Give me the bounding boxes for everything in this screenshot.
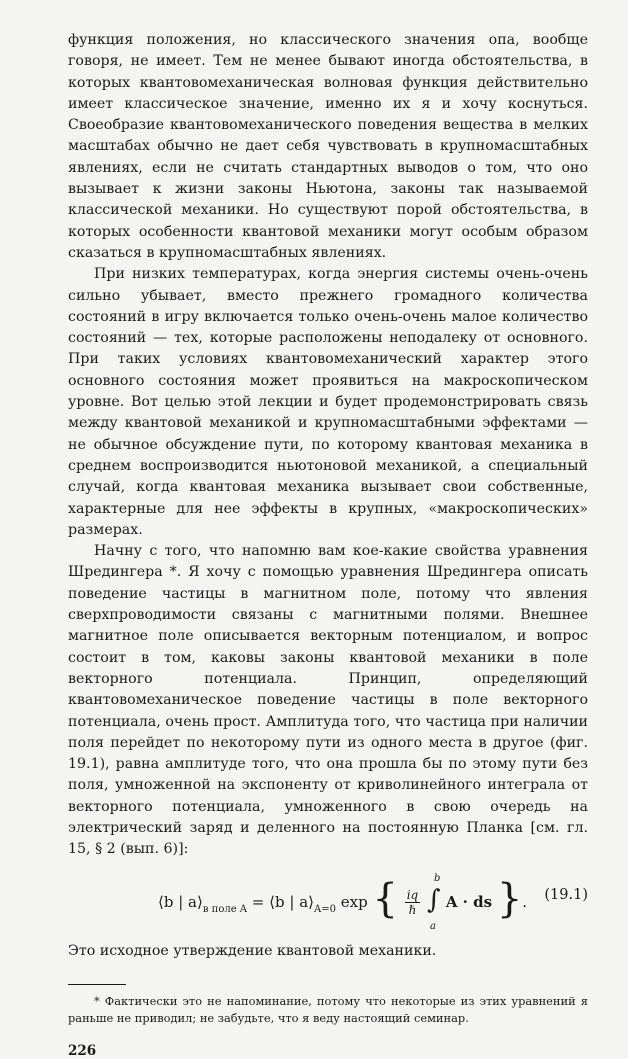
paragraph-3: Начну с того, что напомню вам кое-какие свойства уравнения Шредингера *. Я хочу с помощью уравнения Шредингера описать поведение частицы в магнитном поле, потому что явления сверхпроводимости связаны с магнитными полями. Внешнее магнитное поле описывается векторным потенциалом, и вопрос состоит в том, каковы законы квантовой механики в поле векторного потенциала. Принцип, определяющий квантовомеханическое поведение частицы в поле векторного потенциала, очень прост. Амплитуда того, что частица при наличии поля перейдет по некоторому пути из одного места в другое (фиг. 19.1), равна амплитуде того, что она прошла бы по этому пути без поля, умноженной на экспоненту от криволинейного интеграла от векторного потенциала, умноженного в свою очередь на электрический заряд и деленного на постоянную Планка [см. гл. 15, § 2 (вып. 6)]: <box>68 543 588 858</box>
paragraph-1: функция положения, но классического значения опа, вообще говоря, не имеет. Тем не менее бывают иногда обстоятельства, в которых квантовомеханическая волновая функция действительно имеет классическое значение, именно их я и хочу коснуться. Своеобразие квантовомеханического поведения вещества в мелких масштабах обычно не дает себя чувствовать в крупномасштабных явлениях, если не считать стандартных выводов о том, что оно вызывает к жизни законы Ньютона, законы так называемой классической механики. Но существуют порой обстоятельства, в которых особенности квантовой механики могут особым образом сказаться в крупномасштабных явлениях. <box>68 32 588 261</box>
footnote-rule <box>68 984 126 985</box>
eq-frac-num: iq <box>406 888 419 903</box>
eq-frac-den: ℏ <box>408 903 417 918</box>
left-brace: { <box>372 875 398 922</box>
paragraph-2: При низких температурах, когда энергия системы очень-очень сильно убывает, вместо прежнего громадного количества состояний в игру включается только очень-очень малое количество состояний — тех, которые расположены неподалеку от основного. При таких условиях квантовомеханический характер этого основного состояния может проявиться на макроскопическом уровне. Вот целью этой лекции и будет продемонстрировать связь между квантовой механикой и крупномасштабными эффектами — не обычное обсуждение пути, по которому квантовая механика в среднем воспроизводится ньютоновой механикой, а специальный случай, когда квантовая механика вызывает свои собственные, характерные для нее эффекты в крупных, «макроскопических» размерах. <box>68 266 588 538</box>
eq-fraction <box>405 888 421 917</box>
equation-19-1 <box>68 865 588 941</box>
page-number: 226 <box>68 1042 97 1059</box>
eq-exp: exp <box>340 892 368 911</box>
integral-sign <box>427 872 441 932</box>
eq-lhs: ⟨b | a⟩ <box>158 892 203 911</box>
equation-body: ⟨b | $a⟩_{в поле A}$ = ⟨b | $a⟩_{A=0}$ exp { $\frac{iq}{\text{ℏ}}$ b ∫ a A · ds }. <box>158 872 528 932</box>
eq-upper-limit: b <box>434 872 441 884</box>
equation-number: (19.1) <box>544 886 588 903</box>
eq-lower-limit: a <box>430 920 436 932</box>
right-brace: } <box>496 875 523 922</box>
eq-integrand: A · ds <box>445 892 493 911</box>
closing-sentence: Это исходное утверждение квантовой механики. <box>68 942 437 959</box>
eq-lhs-sub: в поле A <box>202 903 248 915</box>
eq-rhs-sub: A=0 <box>314 903 336 915</box>
integral-glyph: ∫ <box>427 884 441 915</box>
eq-equals: = <box>251 892 265 911</box>
book-page <box>68 30 588 1059</box>
eq-rhs: ⟨b | a⟩ <box>269 892 314 911</box>
footnote: * Фактически это не напоминание, потому что некоторые из этих уравнений я раньше не приводил; не забудьте, что я веду настоящий семинар. <box>68 993 588 1025</box>
